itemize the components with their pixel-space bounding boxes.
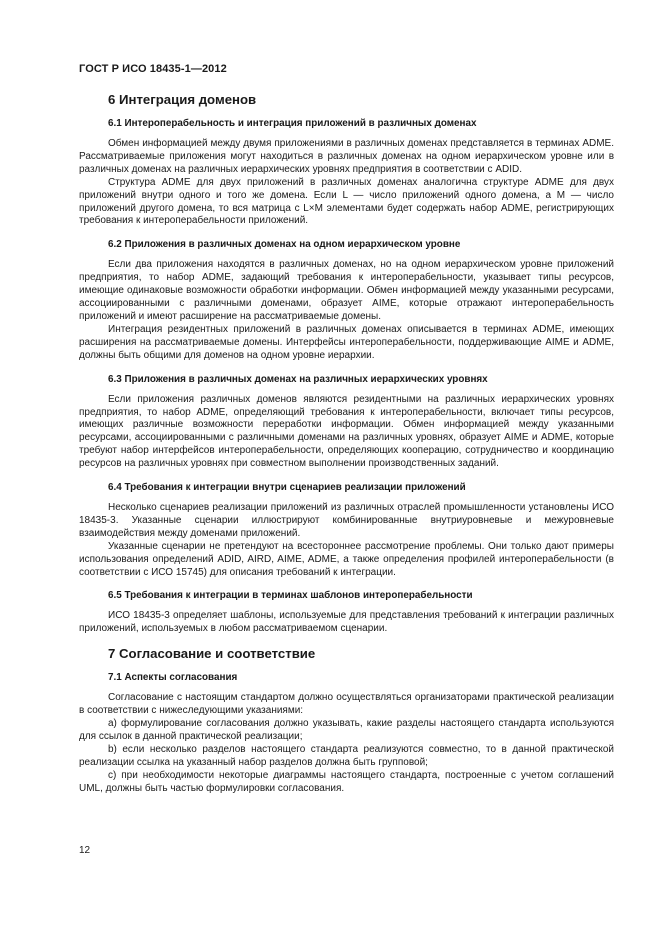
paragraph: Если приложения различных доменов являются резидентными на различных иерархических уровнях предприятия, то набор ADME, определяющий требования к интероперабельности, включает типы ресурсов, имеющих различные возможности переработки информации. Обмен информацией между указанными ресурсами, ассоциированными с различными доменами на различных уровнях, образует AIME и ADME, которые требуют набор интерфейсов интероперабельности, определяющих кооперацию, сотрудничество и координацию ресурсов на различных уровнях при совместном выполнении производственных заданий.	[79, 393, 614, 470]
subsection-6-1	[79, 117, 614, 228]
list-item-b: b) если несколько разделов настоящего стандарта реализуются совместно, то в данной практической реализации ссылка на указанный набор разделов должна быть групповой;	[79, 743, 614, 768]
page-number: 12	[79, 845, 91, 856]
subsection-6-2	[79, 238, 614, 362]
subsection-7-1-title: 7.1 Аспекты согласования	[108, 672, 238, 684]
subsection-6-1-title: 6.1 Интероперабельность и интеграция приложений в различных доменах	[108, 118, 477, 129]
paragraph: Если два приложения находятся в различных доменах, но на одном иерархическом уровне приложений предприятия, то набор ADME, задающий требования к интероперабельности, указывает типы ресурсов, имеющие одинаковые возможности обработки информации. Обмен информацией между указанными ресурсами, ассоциированными с различными доменами, образует AIME, которые отражают интероперабельность приложений и имеют расширение на рассматриваемые домены.	[79, 259, 614, 322]
paragraph: Указанные сценарии не претендуют на всестороннее рассмотрение проблемы. Они только дают примеры использования определений ADID, AIRD, AIME, ADME, а также определения профилей интероперабельности (в соответствии с ИСО 15745) для описания требований к интеграции.	[79, 540, 614, 578]
paragraph: ИСО 18435-3 определяет шаблоны, используемые для представления требований к интеграции различных приложений, используемых в любом рассматриваемом сценарии.	[79, 610, 614, 635]
page-content	[79, 92, 614, 806]
paragraph: Несколько сценариев реализации приложений из различных отраслей промышленности установлены ИСО 18435-3. Указанные сценарии иллюстрируют комбинированные внутриуровневые и межуровневые взаимодействия между доменами приложений.	[79, 502, 614, 539]
paragraph: Структура ADME для двух приложений в различных доменах аналогична структуре ADME для двух приложений внутри одного и того же домена. Если L — число приложений одного домена, а M — число приложений другого домена, то вся матрица с L×M элементами будет содержать набор ADME, регистрирующих требования к интероперабельности приложений.	[79, 176, 614, 227]
section-7	[79, 646, 614, 795]
paragraph: Интеграция резидентных приложений в различных доменах описывается в терминах ADME, имеющих расширения на рассматриваемые домены. Интерфейсы интероперабельности, поддерживающие AIME и ADME, должны быть общими для доменов на одном уровне иерархии.	[79, 323, 614, 361]
subsection-6-3	[79, 373, 614, 471]
subsection-6-4-title: 6.4 Требования к интеграции внутри сценариев реализации приложений	[108, 482, 466, 494]
paragraph: Согласование с настоящим стандартом должно осуществляться организаторами практической реализации в соответствии с нижеследующими указаниями:	[79, 692, 614, 717]
subsection-6-3-title: 6.3 Приложения в различных доменах на различных иерархических уровнях	[108, 373, 488, 385]
section-6-title: 6 Интеграция доменов	[108, 92, 257, 107]
subsection-6-4	[79, 481, 614, 579]
section-7-title: 7 Согласование и соответствие	[108, 646, 316, 662]
document-header: ГОСТ Р ИСО 18435-1—2012	[79, 63, 227, 75]
subsection-6-5	[79, 589, 614, 636]
list-item-c: c) при необходимости некоторые диаграммы настоящего стандарта, построенные с учетом соглашений UML, должны быть частью формулировки согласования.	[79, 769, 614, 794]
subsection-6-5-title: 6.5 Требования к интеграции в терминах шаблонов интероперабельности	[108, 590, 473, 602]
list-item-a: a) формулирование согласования должно указывать, какие разделы настоящего стандарта используются для ссылок в данной практической реализации;	[79, 718, 614, 742]
paragraph: Обмен информацией между двумя приложениями в различных доменах представляется в терминах ADME. Рассматриваемые приложения могут находиться в различных доменах на одном иерархическом уровне или в различных доменах на различных иерархических уровнях предприятия в соответствии с ADID.	[79, 138, 614, 175]
subsection-6-2-title: 6.2 Приложения в различных доменах на одном иерархическом уровне	[108, 239, 461, 251]
subsection-7-1	[79, 671, 614, 795]
